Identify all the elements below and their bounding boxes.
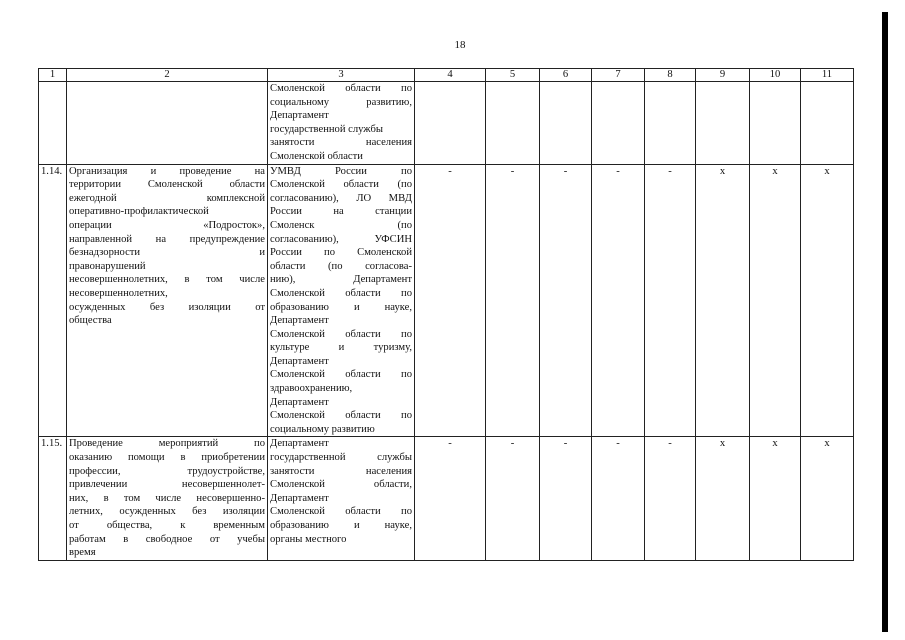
header-col-11: 11 [801, 69, 854, 82]
description-line: территории Смоленской области [69, 179, 265, 191]
header-col-4: 4 [415, 69, 486, 82]
row-executor-cell [268, 437, 415, 560]
description-line: привлечении несовершеннолет- [69, 479, 265, 491]
empty-cell [801, 82, 854, 165]
mark-cell: - [645, 437, 696, 560]
mark-cell: x [696, 437, 750, 560]
empty-cell [592, 82, 645, 165]
empty-cell [645, 82, 696, 165]
executor-line: согласованию), ЛО МВД [270, 192, 412, 204]
description-line: Проведение мероприятий по [69, 438, 265, 450]
header-col-10: 10 [750, 69, 801, 82]
continuation-row [39, 82, 854, 165]
mark-cell: - [540, 437, 592, 560]
header-col-3: 3 [268, 69, 415, 82]
executor-line: образованию и науке, [270, 520, 412, 531]
executor-line: культуре и туризму, [270, 342, 412, 354]
executor-line: нию), Департамент [270, 274, 412, 286]
header-col-5: 5 [486, 69, 540, 82]
executor-line: органы местного [270, 533, 347, 545]
executor-line: государственной службы [270, 123, 383, 135]
mark-cell: x [801, 437, 854, 560]
description-line: них, в том числе несовершенно- [69, 492, 265, 504]
description-line: общества [69, 315, 112, 327]
mark-cell: - [540, 164, 592, 437]
executor-line: Смоленской области [270, 150, 363, 162]
description-line: несовершеннолетних, в том числе [69, 274, 265, 286]
mark-cell: - [592, 437, 645, 560]
description-line: правонарушений [69, 260, 146, 272]
executor-line: Смоленской области по [270, 369, 412, 381]
description-line: оказанию помощи в приобретении [69, 452, 265, 464]
empty-cell [696, 82, 750, 165]
description-line: летних, осужденных без изоляции [69, 506, 265, 518]
executor-line: Смоленской области, [270, 479, 412, 491]
header-col-9: 9 [696, 69, 750, 82]
row-number: 1.15. [39, 437, 67, 560]
executor-line: Департамент [270, 438, 329, 450]
table-row-1-15 [39, 437, 854, 560]
mark-cell: x [801, 164, 854, 437]
executor-line: Департамент [270, 396, 329, 408]
description-line: профессии, трудоустройстве, [69, 465, 265, 477]
description-line: операции «Подросток», [69, 219, 265, 231]
continuation-description-cell [67, 82, 268, 165]
description-line: направленной на предупреждение [69, 233, 265, 245]
empty-cell [415, 82, 486, 165]
description-line: оперативно-профилактической [69, 206, 209, 218]
mark-cell: - [592, 164, 645, 437]
executor-line: Департамент [270, 315, 329, 327]
mark-cell: - [415, 437, 486, 560]
executor-line: России по Смоленской [270, 247, 412, 259]
header-col-2: 2 [67, 69, 268, 82]
page-number: 18 [454, 39, 466, 51]
executor-line: Смоленск (по [270, 219, 412, 231]
description-line: от общества, к временным [69, 520, 265, 531]
header-col-8: 8 [645, 69, 696, 82]
executor-line: Департамент [270, 492, 329, 504]
mark-cell: x [750, 164, 801, 437]
table-row-1-14 [39, 164, 854, 437]
mark-cell: - [486, 437, 540, 560]
mark-cell: x [696, 164, 750, 437]
description-line: время [69, 547, 96, 559]
empty-cell [540, 82, 592, 165]
executor-line: Смоленской области (по [270, 179, 412, 191]
row-number: 1.14. [39, 164, 67, 437]
executor-line: Смоленской области по [270, 506, 412, 518]
row-description-cell [67, 164, 268, 437]
header-col-7: 7 [592, 69, 645, 82]
header-row [39, 69, 854, 82]
executor-line: России на станции [270, 206, 412, 218]
row-executor-cell [268, 164, 415, 437]
program-table [38, 68, 854, 561]
executor-line: Департамент [270, 355, 329, 367]
executor-line: УМВД России по [270, 165, 412, 177]
header-col-6: 6 [540, 69, 592, 82]
header-col-1: 1 [39, 69, 67, 82]
mark-cell: x [750, 437, 801, 560]
description-line: Организация и проведение на [69, 165, 265, 177]
continuation-num-cell [39, 82, 67, 165]
scan-edge-bar [882, 12, 888, 632]
executor-line: согласованию), УФСИН [270, 233, 412, 245]
executor-line: Смоленской области по [270, 287, 412, 299]
mark-cell: - [415, 164, 486, 437]
executor-line: образованию и науке, [270, 301, 412, 313]
executor-line: Смоленской области по [270, 83, 412, 94]
continuation-executor-cell [268, 82, 415, 165]
empty-cell [750, 82, 801, 165]
row-description-cell [67, 437, 268, 560]
description-line: несовершеннолетних, [69, 287, 168, 299]
executor-line: Смоленской области по [270, 328, 412, 340]
executor-line: здравоохранению, [270, 383, 353, 395]
executor-line: занятости населения [270, 465, 412, 477]
executor-line: области (по согласова- [270, 260, 412, 272]
description-line: ежегодной комплексной [69, 192, 265, 204]
executor-line: Департамент [270, 110, 329, 122]
description-line: безнадзорности и [69, 247, 265, 259]
description-line: осужденных без изоляции от [69, 301, 265, 313]
mark-cell: - [486, 164, 540, 437]
executor-line: Смоленской области по [270, 410, 412, 422]
mark-cell: - [645, 164, 696, 437]
executor-line: социальному развитию, [270, 96, 412, 108]
executor-line: государственной службы [270, 452, 412, 464]
empty-cell [486, 82, 540, 165]
executor-line: социальному развитию [270, 423, 375, 435]
description-line: работам в свободное от учебы [69, 533, 265, 545]
executor-line: занятости населения [270, 137, 412, 149]
